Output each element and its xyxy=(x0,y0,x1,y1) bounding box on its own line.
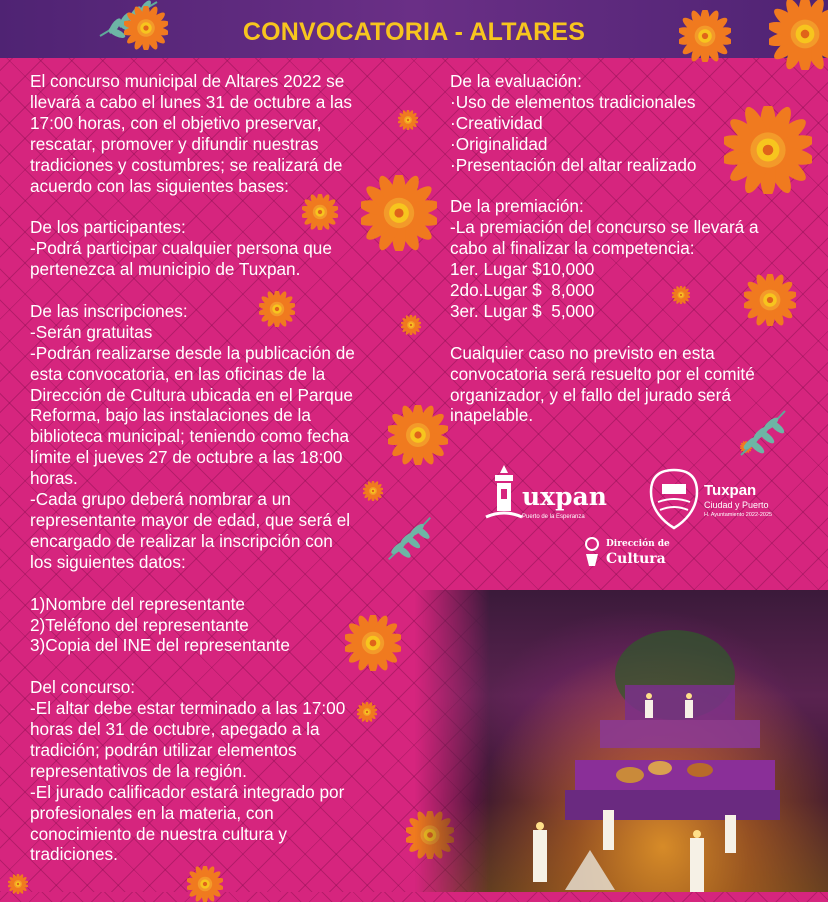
text-line: De la premiación: xyxy=(450,196,584,217)
text-line: tradiciones y costumbres; se realizará de xyxy=(30,154,343,175)
marigold-flower-icon xyxy=(8,874,28,894)
cultura-line2: Cultura xyxy=(606,551,666,567)
text-line: inapelable. xyxy=(450,405,534,426)
marigold-flower-icon xyxy=(187,866,223,902)
text-line: ·Uso de elementos tradicionales xyxy=(450,91,696,112)
marigold-flower-icon xyxy=(124,6,168,50)
text-line: rescatar, promover y difundir nuestras xyxy=(30,133,319,154)
cultura-line1: Dirección de xyxy=(606,539,670,549)
altar-photo xyxy=(415,590,828,892)
text-line: De la evaluación: xyxy=(450,71,582,91)
marigold-flower-icon xyxy=(679,10,731,62)
text-line: Del concurso: xyxy=(30,677,136,698)
text-line: cabo al finalizar la competencia: xyxy=(450,238,695,259)
text-line xyxy=(30,196,430,217)
text-line xyxy=(30,656,430,677)
text-line: -Cada grupo deberá nombrar a un xyxy=(30,489,291,510)
text-line: 3)Copia del INE del representante xyxy=(30,635,290,656)
page-title: CONVOCATORIA - ALTARES xyxy=(242,18,586,46)
text-line: -Podrán realizarse desde la publicación de xyxy=(30,342,355,363)
text-line: De las inscripciones: xyxy=(30,300,188,321)
text-line: ·Presentación del altar realizado xyxy=(450,154,697,175)
text-line: 1)Nombre del representante xyxy=(30,593,245,614)
lighthouse-icon xyxy=(484,462,524,524)
text-line: -El jurado calificador estará integrado por xyxy=(30,781,345,802)
text-line: De los participantes: xyxy=(30,217,186,238)
tuxpan-ciudad-period: H. Ayuntamiento 2022-2025 xyxy=(704,512,773,518)
text-line: -Serán gratuitas xyxy=(30,321,153,342)
text-line: pertenezca al municipio de Tuxpan. xyxy=(30,259,301,280)
text-line: -La premiación del concurso se llevará a xyxy=(450,217,759,238)
text-line: tradición; podrán utilizar elementos xyxy=(30,739,297,760)
text-line xyxy=(450,322,810,343)
text-line: esta convocatoria, en las oficinas de la xyxy=(30,363,326,384)
text-line: horas. xyxy=(30,468,78,489)
marigold-flower-icon xyxy=(769,0,828,70)
text-line: ·Originalidad xyxy=(450,133,548,154)
text-line: tradiciones. xyxy=(30,844,118,865)
cultura-emblem-icon xyxy=(582,536,602,568)
text-line: ·Creatividad xyxy=(450,112,543,133)
text-line xyxy=(30,280,430,301)
text-line: -Podrá participar cualquier persona que xyxy=(30,238,332,259)
tuxpan-esperanza-logo xyxy=(484,462,616,534)
text-line: Dirección de Cultura ubicada en el Parque xyxy=(30,384,353,405)
text-line: 2)Teléfono del representante xyxy=(30,614,249,635)
text-line: 17:00 horas, con el objetivo preservar, xyxy=(30,112,322,133)
text-line: horas del 31 de octubre, apegado a la xyxy=(30,719,320,740)
tuxpan-ciudad-logo xyxy=(648,468,823,530)
text-line: Cualquier caso no previsto en esta xyxy=(450,342,715,363)
text-line: representativos de la región. xyxy=(30,760,247,781)
tuxpan-ciudad-subtitle: Ciudad y Puerto xyxy=(704,500,769,510)
tuxpan-logo-tagline: Puerto de la Esperanza xyxy=(522,514,585,520)
text-line xyxy=(30,573,430,594)
text-line: 1er. Lugar $10,000 xyxy=(450,259,595,280)
tuxpan-ciudad-name: Tuxpan xyxy=(704,482,757,499)
text-line xyxy=(450,176,810,197)
text-line: acuerdo con las siguientes bases: xyxy=(30,175,289,196)
text-line: encargado de realizar la inscripción con xyxy=(30,530,333,551)
text-line: biblioteca municipal; teniendo como fecha xyxy=(30,426,350,447)
direccion-cultura-logo xyxy=(582,536,672,570)
text-line: Reforma, bajo las instalaciones de la xyxy=(30,405,311,426)
text-line: representante mayor de edad, que será el xyxy=(30,510,351,530)
text-line: convocatoria será resuelto por el comité xyxy=(450,363,755,384)
text-line: 3er. Lugar $ 5,000 xyxy=(450,300,595,321)
text-line: organizador, y el fallo del jurado será xyxy=(450,384,731,405)
shield-icon xyxy=(648,468,700,530)
text-line: conocimiento de nuestra cultura y xyxy=(30,823,287,844)
text-line: profesionales en la materia, con xyxy=(30,802,274,823)
text-line: El concurso municipal de Altares 2022 se xyxy=(30,71,345,91)
right-column xyxy=(450,71,810,426)
text-line: -El altar debe estar terminado a las 17:00 xyxy=(30,698,346,719)
text-line: límite el jueves 27 de octubre a las 18:00 xyxy=(30,447,343,468)
text-line: llevará a cabo el lunes 31 de octubre a las xyxy=(30,91,352,112)
text-line: 2do.Lugar $ 8,000 xyxy=(450,280,595,301)
text-line: los siguientes datos: xyxy=(30,551,186,572)
left-column xyxy=(30,71,430,865)
tuxpan-logo-name: uxpan xyxy=(522,482,607,511)
